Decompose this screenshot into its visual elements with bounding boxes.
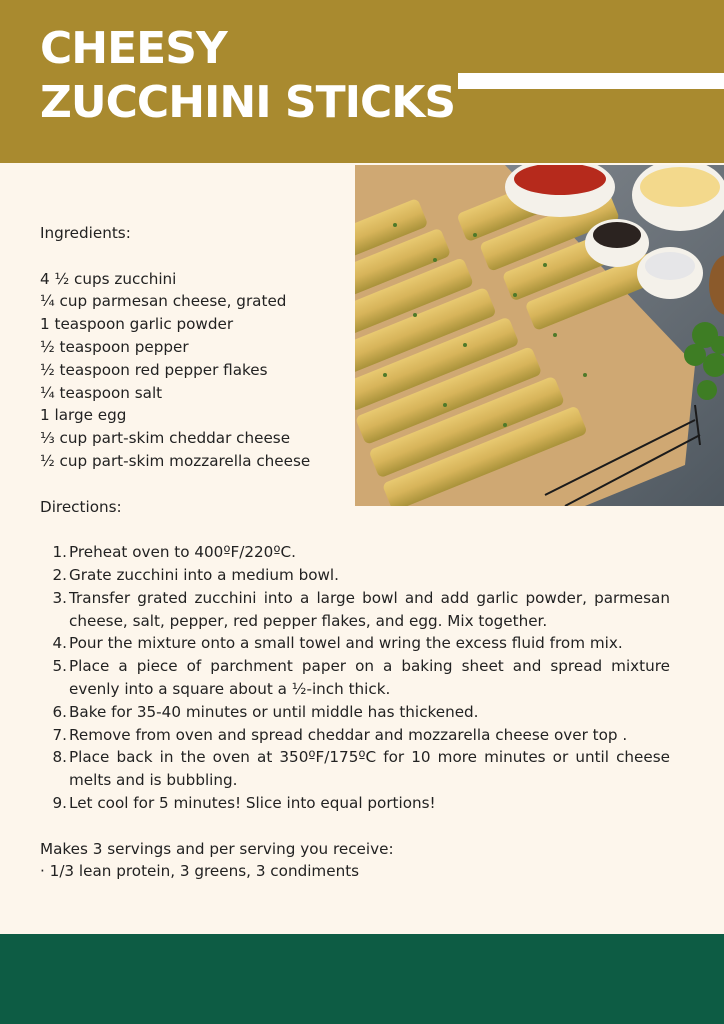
ingredient-item: 4 ½ cups zucchini — [40, 269, 177, 288]
direction-step: 6. Bake for 35-40 minutes or until middle has thickened. — [52, 702, 479, 721]
ingredients-label: Ingredients: — [40, 224, 131, 242]
page-title — [40, 22, 455, 130]
ingredients-list — [40, 268, 670, 473]
title-line-1: CHEESY — [40, 23, 227, 74]
ingredient-item: 1 large egg — [40, 406, 127, 425]
recipe-content — [40, 222, 670, 883]
servings-detail: · 1/3 lean protein, 3 greens, 3 condiments — [40, 862, 360, 881]
direction-step: 1. Preheat oven to 400ºF/220ºC. — [52, 543, 296, 562]
servings-line: Makes 3 servings and per serving you receive: — [40, 839, 394, 858]
direction-step: 5. Place a piece of parchment paper on a baking sheet and spread mixture evenly into a square about a ½-inch thick. — [52, 657, 670, 698]
ingredient-item: ⅓ cup part-skim cheddar cheese — [40, 429, 291, 448]
direction-step: 2. Grate zucchini into a medium bowl. — [52, 565, 339, 584]
direction-step: 3. Transfer grated zucchini into a large bowl and add garlic powder, parmesan cheese, salt, pepper, red pepper flakes, and egg. Mix together. — [52, 588, 670, 630]
title-accent-bar — [458, 73, 724, 89]
directions-label: Directions: — [40, 497, 122, 516]
direction-step: 4. Pour the mixture onto a small towel and wring the excess fluid from mix. — [52, 634, 623, 653]
ingredient-item: ¼ teaspoon salt — [40, 383, 163, 402]
footer-band — [0, 934, 724, 1024]
direction-step: 9. Let cool for 5 minutes! Slice into equal portions! — [52, 793, 436, 812]
direction-step: 7. Remove from oven and spread cheddar and mozzarella cheese over top . — [52, 725, 628, 744]
directions-list — [40, 541, 670, 815]
ingredient-item: ¼ cup parmesan cheese, grated — [40, 292, 287, 311]
title-line-2: ZUCCHINI STICKS — [40, 77, 456, 128]
header-banner — [0, 0, 724, 163]
ingredient-item: ½ teaspoon pepper — [40, 337, 189, 356]
ingredient-item: ½ teaspoon red pepper flakes — [40, 360, 268, 379]
ingredient-item: ½ cup part-skim mozzarella cheese — [40, 451, 311, 470]
ingredient-item: 1 teaspoon garlic powder — [40, 315, 234, 334]
direction-step: 8. Place back in the oven at 350ºF/175ºC for 10 more minutes or until cheese melts and is bubbling. — [52, 748, 670, 790]
